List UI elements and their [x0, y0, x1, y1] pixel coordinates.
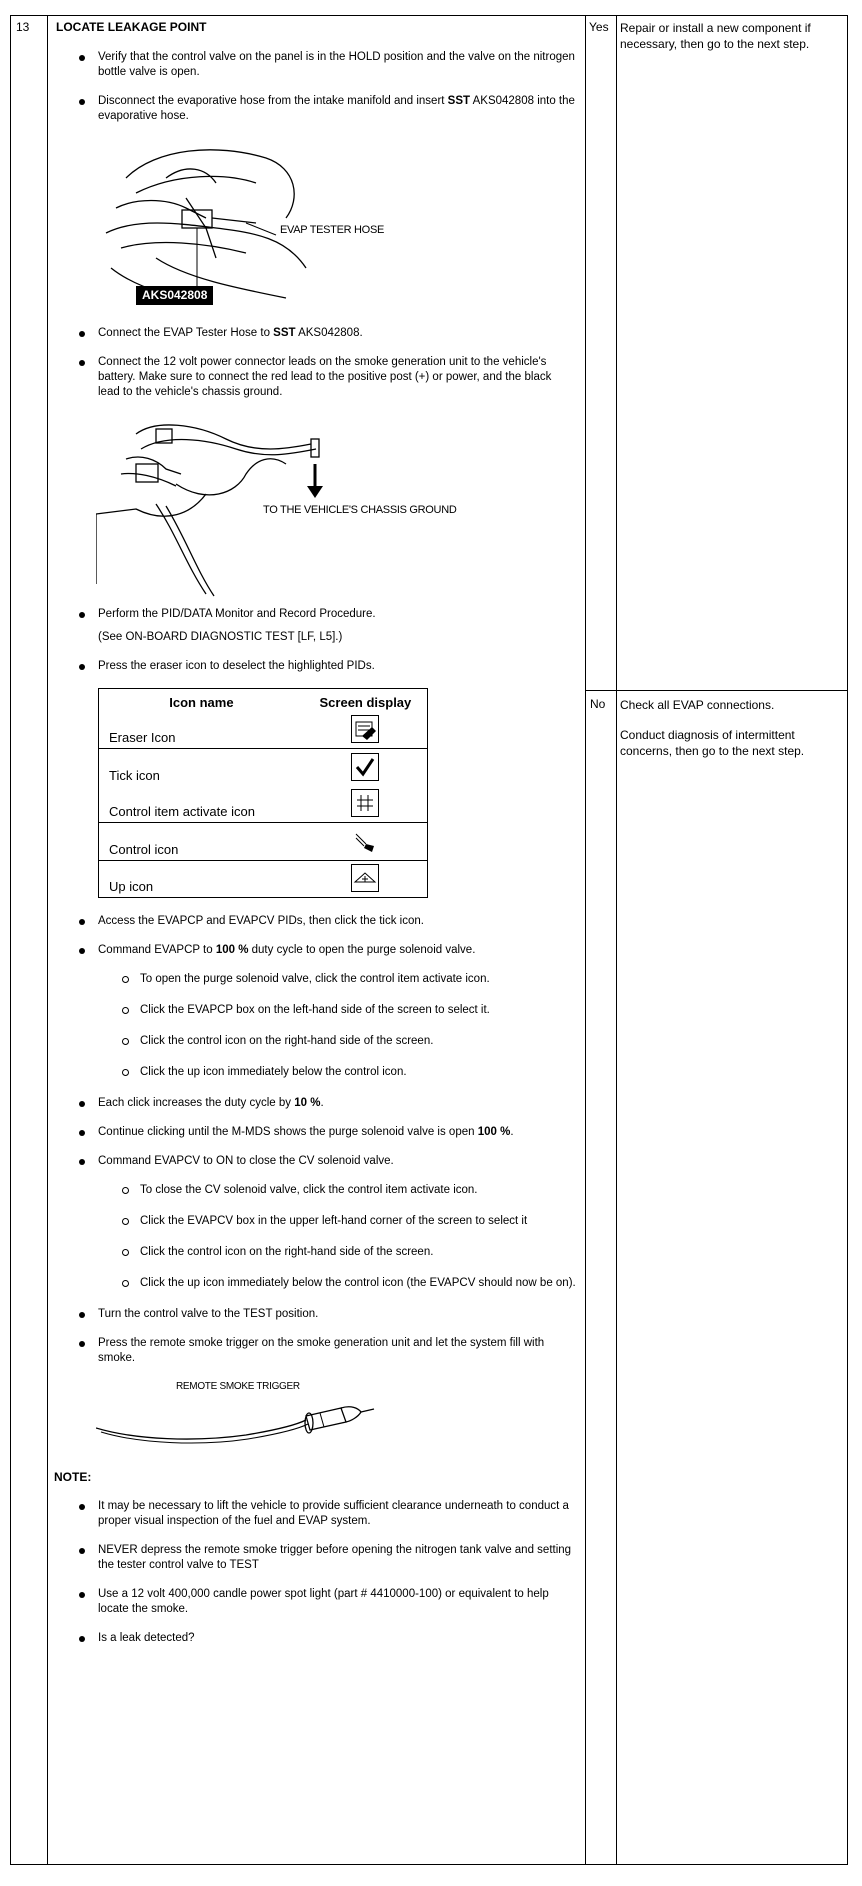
note-heading: NOTE: [54, 1470, 92, 1484]
sub-list-item: Click the control icon on the right-hand side of the screen. [56, 1034, 576, 1049]
list-item: Connect the 12 volt power connector leads on the smoke generation unit to the vehicle's battery. Make sure to connect the red lead to the positive post (+) or power, and the black lead to the vehicle's chassis ground. [56, 355, 576, 400]
tick-icon [351, 753, 379, 781]
list-item: Access the EVAPCP and EVAPCV PIDs, then click the tick icon. [56, 914, 576, 929]
no-action-text-2: Conduct diagnosis of intermittent concerns, then go to the next step. [620, 728, 805, 758]
list-item: Is a leak detected? [56, 1631, 576, 1646]
yes-label: Yes [589, 20, 609, 34]
sub-list-item: Click the control icon on the right-hand side of the screen. [56, 1245, 576, 1260]
list-item: Continue clicking until the M-MDS shows the purge solenoid valve is open 100 %. [56, 1125, 576, 1140]
yes-no-row-divider [585, 690, 848, 691]
step-title: LOCATE LEAKAGE POINT [56, 20, 207, 34]
column-divider-result [616, 15, 617, 1865]
sst-callout: AKS042808 [136, 286, 213, 305]
icon-table [98, 688, 428, 898]
icon-name-control-item-activate: Control item activate icon [109, 804, 255, 819]
sub-list-item: Click the EVAPCP box on the left-hand side of the screen to select it. [56, 1003, 576, 1018]
list-item: It may be necessary to lift the vehicle to provide sufficient clearance underneath to conduct a proper visual inspection of the fuel and EVAP system. [56, 1499, 576, 1529]
list-item: Connect the EVAP Tester Hose to SST AKS042808. [56, 326, 576, 341]
yes-action [620, 20, 845, 66]
procedure-content [56, 50, 576, 1660]
figure-label-chassis-ground: TO THE VEHICLE'S CHASSIS GROUND [263, 504, 457, 516]
column-divider-procedure [585, 15, 586, 1865]
control-icon [352, 828, 378, 854]
column-divider-number [47, 15, 48, 1865]
yes-action-text: Repair or install a new component if necessary, then go to the next step. [620, 21, 811, 51]
icon-name-tick: Tick icon [99, 748, 304, 786]
up-icon [351, 864, 379, 892]
evap-hose-illustration [96, 138, 576, 318]
icon-table-header-name: Icon name [169, 695, 234, 710]
list-item: Perform the PID/DATA Monitor and Record Procedure. [56, 607, 576, 622]
list-item: Turn the control valve to the TEST position. [56, 1307, 576, 1322]
list-item: NEVER depress the remote smoke trigger before opening the nitrogen tank valve and setting the tester control valve to TEST [56, 1543, 576, 1573]
no-action-text-1: Check all EVAP connections. [620, 698, 775, 712]
figure-label-remote-smoke-trigger: REMOTE SMOKE TRIGGER [176, 1381, 300, 1392]
remote-smoke-trigger-illustration [96, 1380, 576, 1460]
sub-list-item: Click the up icon immediately below the control icon (the EVAPCV should now be on). [56, 1276, 576, 1291]
battery-connection-illustration [96, 414, 576, 599]
icon-name-up: Up icon [99, 861, 304, 898]
no-label: No [590, 697, 606, 711]
cross-reference: (See ON-BOARD DIAGNOSTIC TEST [LF, L5].) [98, 631, 343, 643]
list-item: Press the eraser icon to deselect the highlighted PIDs. [56, 659, 576, 674]
list-item: Use a 12 volt 400,000 candle power spot light (part # 4410000-100) or equivalent to help locate the smoke. [56, 1587, 576, 1617]
icon-name-eraser: Eraser Icon [109, 729, 176, 745]
eraser-icon [351, 715, 379, 743]
list-item: Command EVAPCP to 100 % duty cycle to open the purge solenoid valve. [56, 943, 576, 958]
icon-name-control: Control icon [99, 823, 304, 861]
list-item: Command EVAPCV to ON to close the CV solenoid valve. [56, 1154, 576, 1169]
sub-list-item: To open the purge solenoid valve, click the control item activate icon. [56, 972, 576, 987]
sub-list-item: To close the CV solenoid valve, click the control item activate icon. [56, 1183, 576, 1198]
list-item: Disconnect the evaporative hose from the intake manifold and insert SST AKS042808 into the evaporative hose. [56, 94, 576, 124]
no-action [620, 697, 845, 773]
list-item: Verify that the control valve on the panel is in the HOLD position and the valve on the nitrogen bottle valve is open. [56, 50, 576, 80]
figure-label-evap-tester-hose: EVAP TESTER HOSE [280, 224, 385, 236]
sub-list-item: Click the up icon immediately below the control icon. [56, 1065, 576, 1080]
step-number: 13 [16, 20, 30, 34]
control-item-activate-icon [351, 789, 379, 817]
icon-table-header-display: Screen display [319, 695, 412, 710]
list-item: Press the remote smoke trigger on the smoke generation unit and let the system fill with smoke. [56, 1336, 576, 1366]
list-item: Each click increases the duty cycle by 10 %. [56, 1096, 576, 1111]
sub-list-item: Click the EVAPCV box in the upper left-hand corner of the screen to select it [56, 1214, 576, 1229]
